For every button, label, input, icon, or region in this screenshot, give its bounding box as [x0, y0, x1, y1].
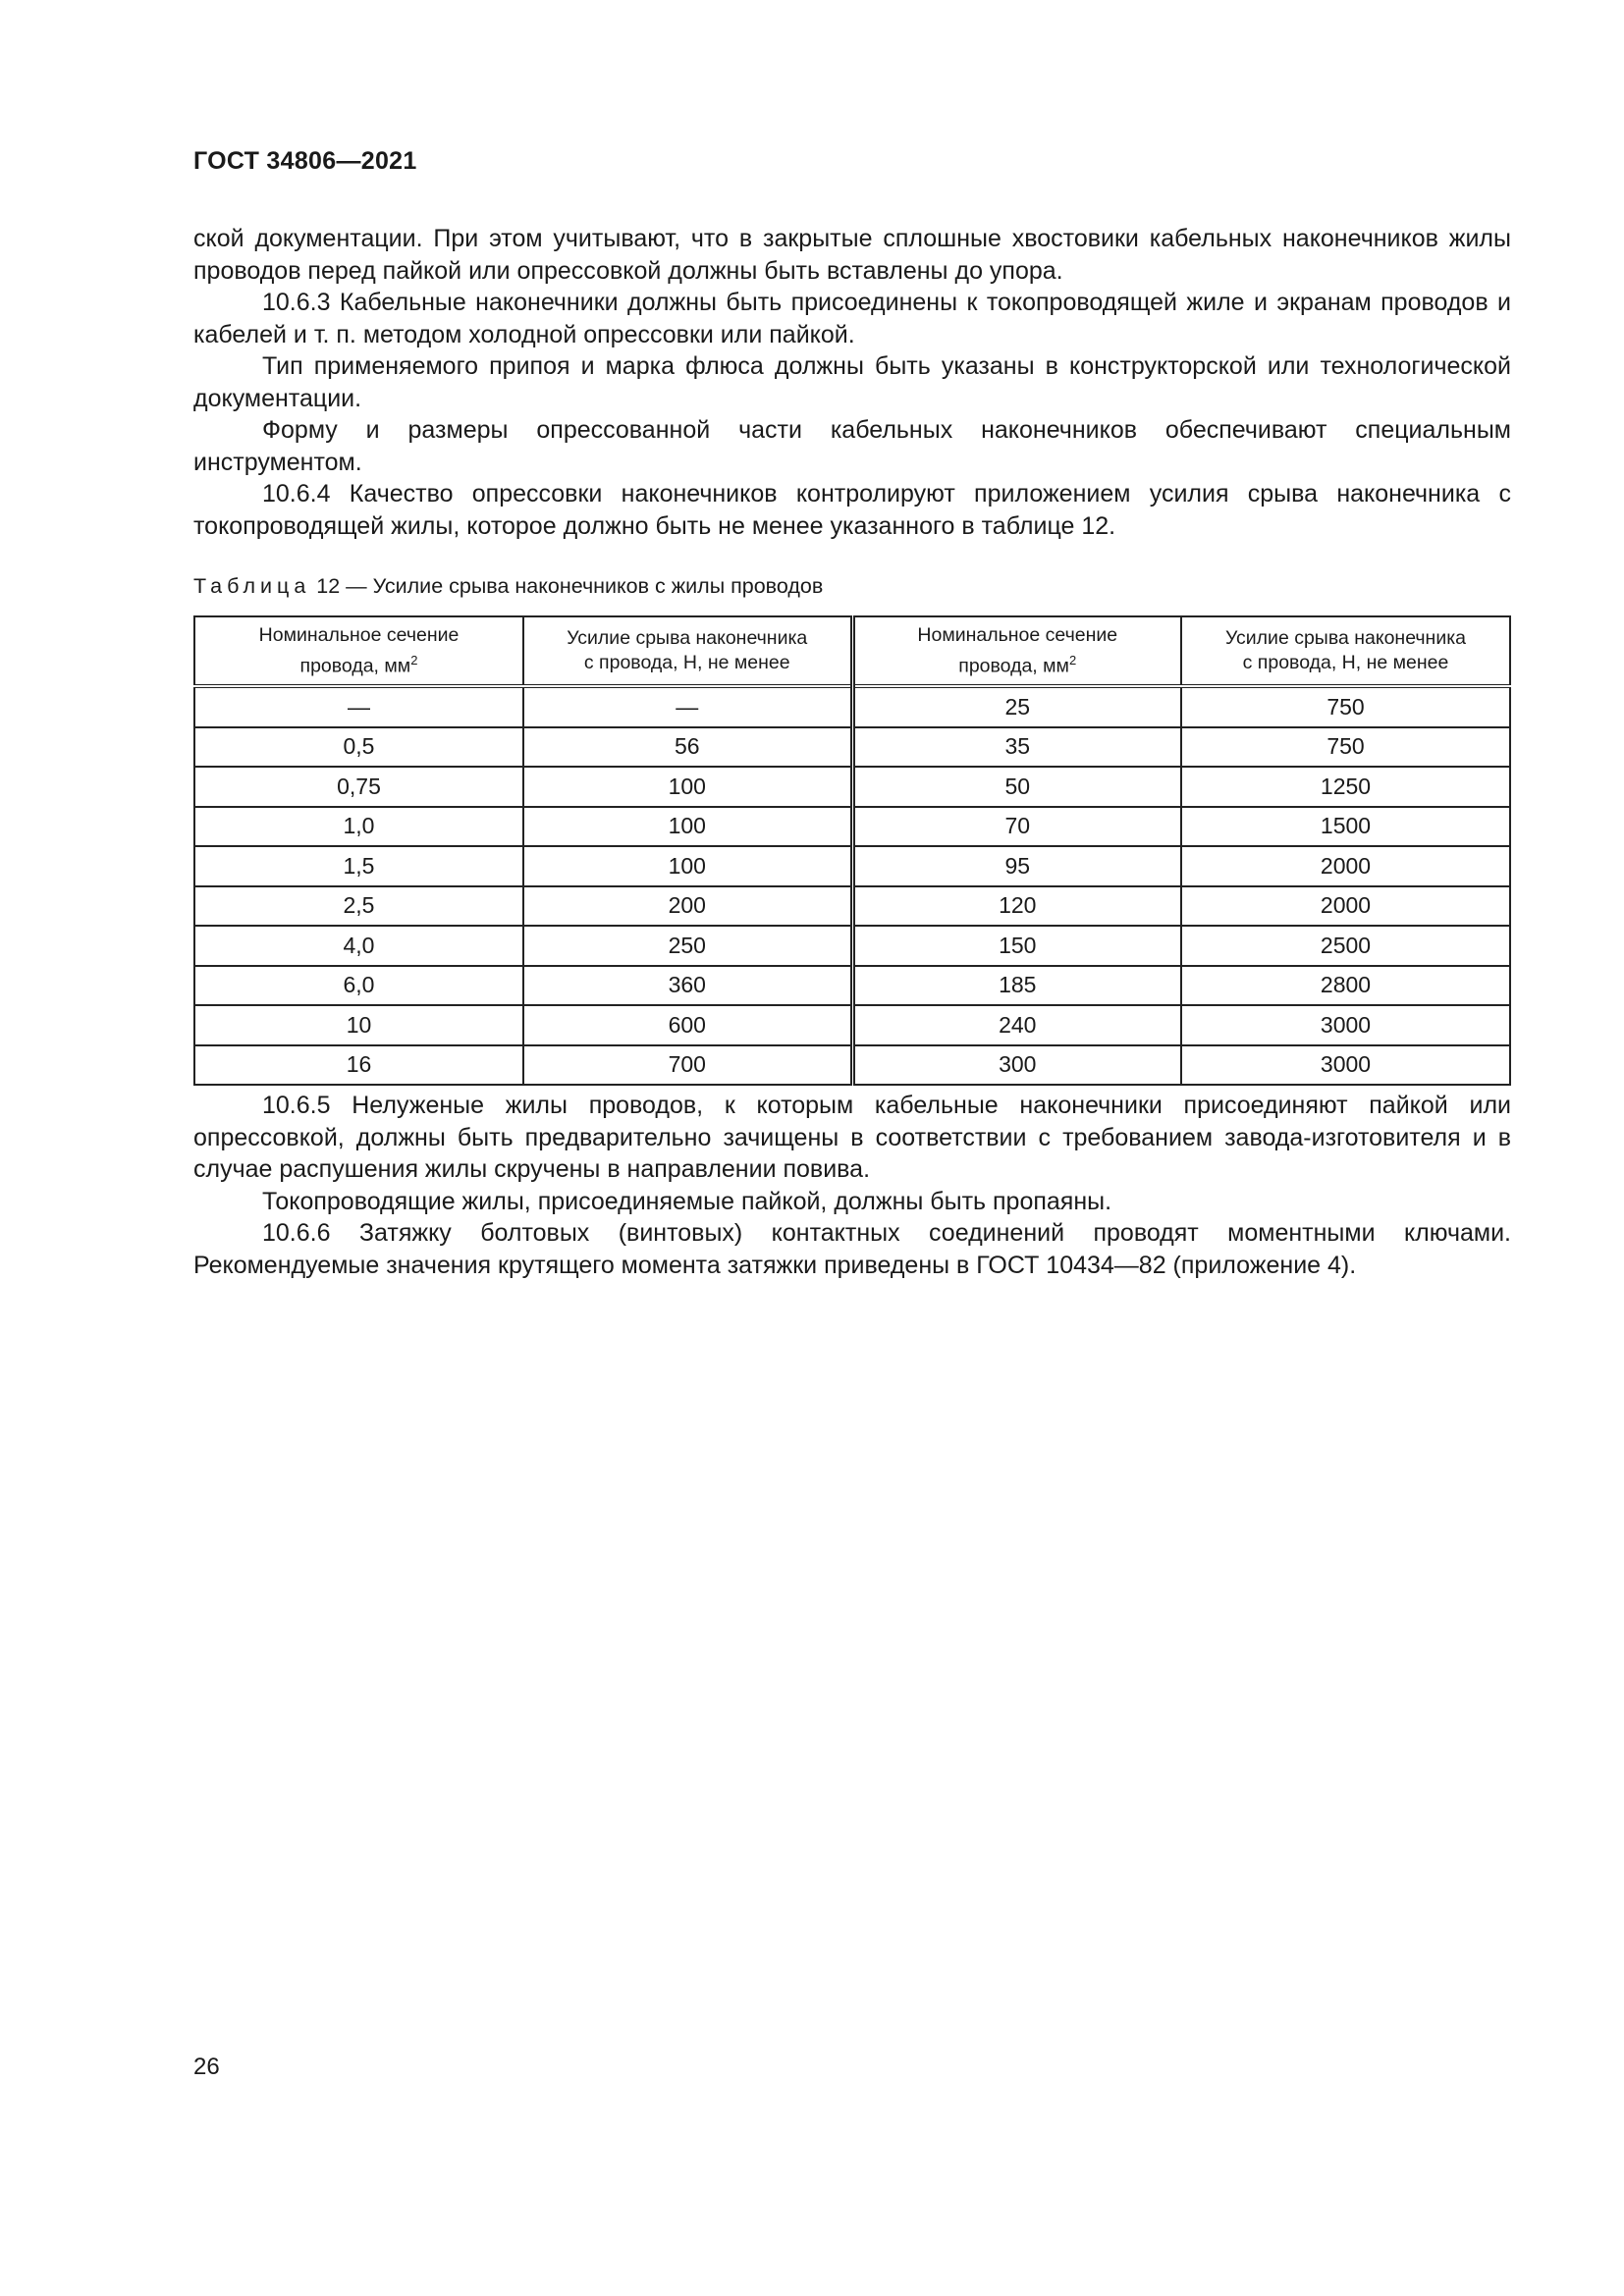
table-cell: 150: [852, 926, 1181, 966]
column-header-line-1: Номинальное сечение: [917, 623, 1118, 646]
table-cell: 1,5: [194, 846, 523, 886]
table-cell: 100: [523, 807, 852, 847]
paragraph: 10.6.5 Нелуженые жилы проводов, к которым кабельные наконечники присоединяют пайкой или опрессовкой, должны быть предварительно зачищены в соответствии с требованием завода-изготовителя и в случае распушения жилы скручены в направлении повива.: [193, 1092, 1511, 1183]
column-header-line-1: Усилие срыва наконечника: [1224, 627, 1467, 649]
table-row: [194, 1005, 1510, 1045]
paragraph: 10.6.6 Затяжку болтовых (винтовых) контактных соединений проводят моментными ключами. Рекомендуемые значения крутящего момента затяжки приведены в ГОСТ 10434—82 (приложение 4).: [193, 1219, 1511, 1279]
table-row: [194, 807, 1510, 847]
table-cell: —: [523, 686, 852, 727]
column-header-line-1: Усилие срыва наконечника: [567, 627, 808, 649]
table-cell: 70: [852, 807, 1181, 847]
table-cell: 0,5: [194, 727, 523, 768]
table-row: [194, 846, 1510, 886]
table-cell: 2000: [1181, 886, 1510, 927]
table-cell: 100: [523, 846, 852, 886]
table-row: [194, 767, 1510, 807]
table-cell: 750: [1181, 727, 1510, 768]
column-header: [523, 616, 852, 686]
table-cell: 100: [523, 767, 852, 807]
unit-superscript: 2: [1068, 652, 1077, 667]
table-cell: 1500: [1181, 807, 1510, 847]
table-cell: 16: [194, 1045, 523, 1086]
body-text-block-1: [193, 223, 1511, 542]
page-number: 26: [193, 2054, 220, 2080]
table-cell: 2,5: [194, 886, 523, 927]
column-header: [194, 616, 523, 686]
paragraph: 10.6.4 Качество опрессовки наконечников контролируют приложением усилия срыва наконечника с токопроводящей жилы, которое должно быть не менее указанного в таблице 12.: [193, 480, 1511, 540]
table-cell: 6,0: [194, 966, 523, 1006]
table-row: [194, 886, 1510, 927]
column-header-line-2: с провода, Н, не менее: [1242, 652, 1449, 673]
table-cell: 35: [852, 727, 1181, 768]
column-header-line-1: Номинальное сечение: [258, 623, 460, 646]
table-cell: 3000: [1181, 1045, 1510, 1086]
table-row: [194, 966, 1510, 1006]
table-cell: 600: [523, 1005, 852, 1045]
paragraph: ской документации. При этом учитывают, что в закрытые сплошные хвостовики кабельных наконечников жилы проводов перед пайкой или опрессовкой должны быть вставлены до упора.: [193, 225, 1511, 285]
table-cell: 0,75: [194, 767, 523, 807]
table-cell: 3000: [1181, 1005, 1510, 1045]
body-text-block-2: [193, 1090, 1511, 1281]
table-header-row: [194, 616, 1510, 686]
table-cell: 700: [523, 1045, 852, 1086]
paragraph: 10.6.3 Кабельные наконечники должны быть присоединены к токопроводящей жиле и экранам проводов и кабелей и т. п. методом холодной опрессовки или пайкой.: [193, 289, 1511, 348]
paragraph: Токопроводящие жилы, присоединяемые пайкой, должны быть пропаяны.: [262, 1187, 1112, 1215]
table-cell: 120: [852, 886, 1181, 927]
table-caption-label: Таблица: [193, 574, 311, 598]
table-cell: 10: [194, 1005, 523, 1045]
pull-off-force-table: [193, 615, 1511, 1086]
table-cell: 750: [1181, 686, 1510, 727]
table-cell: 360: [523, 966, 852, 1006]
table-cell: 2500: [1181, 926, 1510, 966]
table-cell: 4,0: [194, 926, 523, 966]
paragraph: Тип применяемого припоя и марка флюса должны быть указаны в конструкторской или технологической документации.: [193, 352, 1511, 412]
table-cell: 240: [852, 1005, 1181, 1045]
table-cell: 185: [852, 966, 1181, 1006]
table-cell: 1,0: [194, 807, 523, 847]
table-cell: 25: [852, 686, 1181, 727]
table-caption-title: 12 — Усилие срыва наконечников с жилы проводов: [316, 574, 824, 598]
table-cell: —: [194, 686, 523, 727]
table-caption: [193, 574, 823, 599]
paragraph: Форму и размеры опрессованной части кабельных наконечников обеспечивают специальным инструментом.: [193, 416, 1511, 476]
document-code-header: ГОСТ 34806—2021: [193, 147, 417, 175]
column-header-line-2: провода, мм: [958, 655, 1069, 677]
column-header: [1181, 616, 1510, 686]
table-row: [194, 926, 1510, 966]
table-cell: 200: [523, 886, 852, 927]
table-cell: 95: [852, 846, 1181, 886]
table-row: [194, 1045, 1510, 1086]
table-row: [194, 727, 1510, 768]
table-row: [194, 686, 1510, 727]
table-cell: 50: [852, 767, 1181, 807]
table-cell: 56: [523, 727, 852, 768]
unit-superscript: 2: [410, 652, 418, 667]
table-cell: 2800: [1181, 966, 1510, 1006]
table-cell: 250: [523, 926, 852, 966]
column-header: [852, 616, 1181, 686]
table-cell: 2000: [1181, 846, 1510, 886]
column-header-line-2: провода, мм: [299, 655, 411, 677]
table-cell: 1250: [1181, 767, 1510, 807]
table-cell: 300: [852, 1045, 1181, 1086]
column-header-line-2: с провода, Н, не менее: [583, 652, 790, 673]
